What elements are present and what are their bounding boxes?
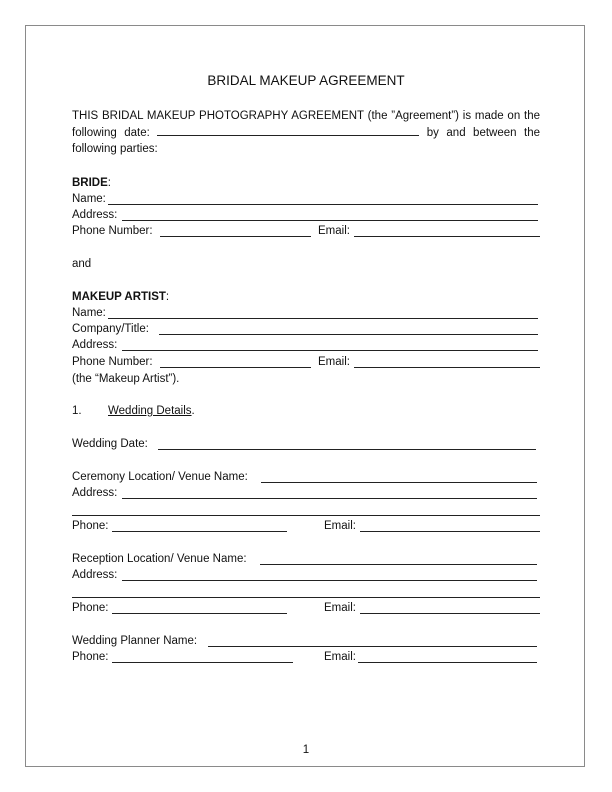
ceremony-email-label: Email: bbox=[324, 520, 356, 532]
reception-venue-field[interactable] bbox=[260, 564, 537, 565]
artist-email-field[interactable] bbox=[354, 367, 540, 368]
ceremony-venue-field[interactable] bbox=[261, 482, 537, 483]
bride-email-label: Email: bbox=[318, 225, 350, 237]
ceremony-email-field[interactable] bbox=[360, 531, 540, 532]
reception-email-label: Email: bbox=[324, 602, 356, 614]
ceremony-address-label: Address: bbox=[72, 487, 118, 499]
bride-address-label: Address: bbox=[72, 209, 118, 221]
ceremony-address-field[interactable] bbox=[122, 498, 537, 499]
artist-name-label: Name: bbox=[72, 307, 106, 319]
artist-company-label: Company/Title: bbox=[72, 323, 149, 335]
ceremony-phone-field[interactable] bbox=[112, 531, 287, 532]
section-number: 1. bbox=[72, 405, 82, 417]
wedding-date-label: Wedding Date: bbox=[72, 438, 148, 450]
artist-note: (the “Makeup Artist”). bbox=[72, 373, 180, 385]
planner-email-field[interactable] bbox=[358, 662, 537, 663]
bride-address-field[interactable] bbox=[122, 220, 538, 221]
bride-phone-field[interactable] bbox=[160, 236, 311, 237]
planner-name-label: Wedding Planner Name: bbox=[72, 635, 198, 647]
reception-phone-label: Phone: bbox=[72, 602, 109, 614]
ceremony-venue-label: Ceremony Location/ Venue Name: bbox=[72, 471, 248, 483]
page-number: 1 bbox=[302, 744, 310, 756]
artist-name-field[interactable] bbox=[108, 318, 538, 319]
bride-name-field[interactable] bbox=[108, 204, 538, 205]
planner-email-label: Email: bbox=[324, 651, 356, 663]
reception-address-field[interactable] bbox=[122, 580, 537, 581]
artist-company-field[interactable] bbox=[159, 334, 538, 335]
and-text: and bbox=[72, 258, 92, 270]
artist-phone-label: Phone Number: bbox=[72, 356, 153, 368]
planner-phone-label: Phone: bbox=[72, 651, 109, 663]
ceremony-phone-label: Phone: bbox=[72, 520, 109, 532]
wedding-date-field[interactable] bbox=[158, 449, 536, 450]
document-title: BRIDAL MAKEUP AGREEMENT bbox=[207, 73, 405, 88]
agreement-date-field[interactable] bbox=[157, 125, 419, 136]
reception-venue-label: Reception Location/ Venue Name: bbox=[72, 553, 247, 565]
intro-text-1: THIS BRIDAL MAKEUP PHOTOGRAPHY AGREEMENT (the ”Agreement”) is made on the following date: bbox=[72, 110, 540, 139]
bride-name-label: Name: bbox=[72, 193, 106, 205]
intro-paragraph bbox=[72, 108, 540, 158]
artist-address-field[interactable] bbox=[122, 350, 538, 351]
artist-address-label: Address: bbox=[72, 339, 118, 351]
artist-heading: MAKEUP ARTIST: bbox=[72, 291, 170, 303]
reception-email-field[interactable] bbox=[360, 613, 540, 614]
planner-phone-field[interactable] bbox=[112, 662, 293, 663]
reception-address-field-2[interactable] bbox=[72, 597, 540, 598]
bride-phone-label: Phone Number: bbox=[72, 225, 153, 237]
reception-address-label: Address: bbox=[72, 569, 118, 581]
bride-email-field[interactable] bbox=[354, 236, 540, 237]
ceremony-address-field-2[interactable] bbox=[72, 515, 540, 516]
artist-email-label: Email: bbox=[318, 356, 350, 368]
artist-phone-field[interactable] bbox=[160, 367, 311, 368]
section-heading: Wedding Details. bbox=[108, 405, 195, 417]
intro-text-2: by and between the following parties: bbox=[72, 126, 541, 155]
planner-name-field[interactable] bbox=[208, 646, 537, 647]
reception-phone-field[interactable] bbox=[112, 613, 287, 614]
bride-heading: BRIDE: bbox=[72, 177, 111, 189]
